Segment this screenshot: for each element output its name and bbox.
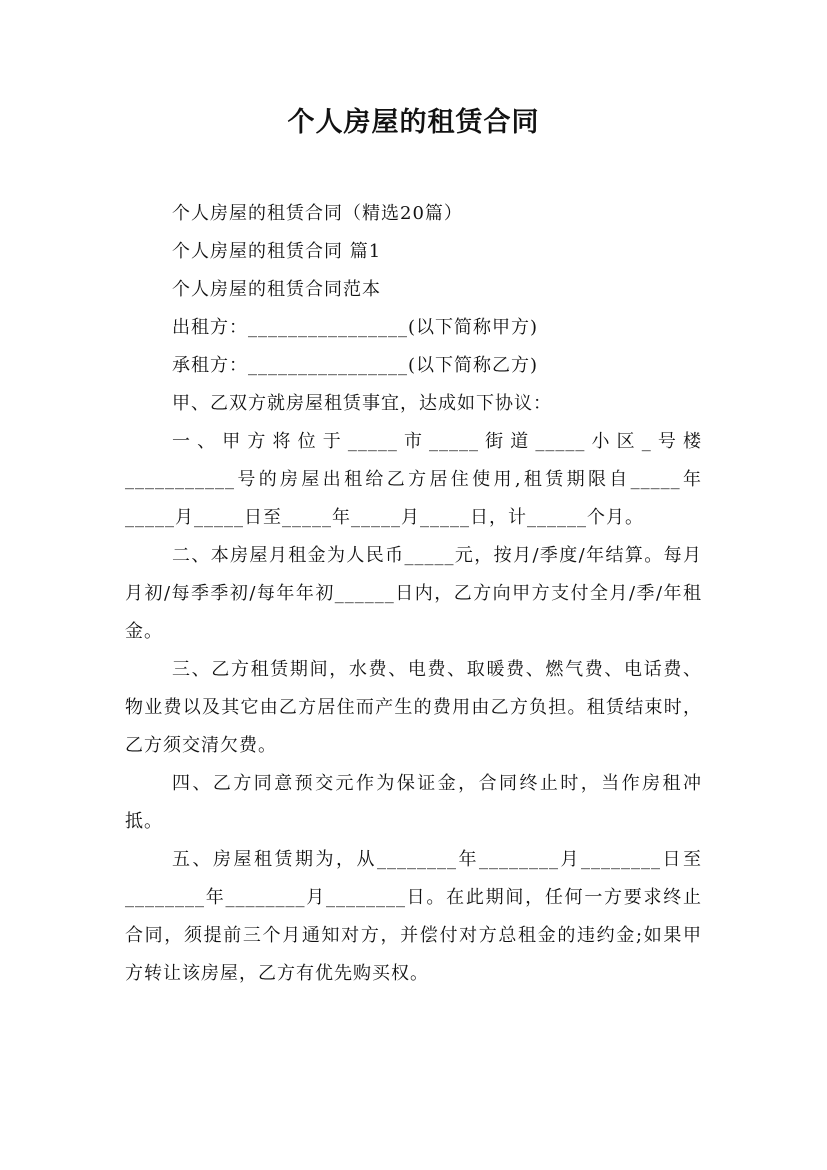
clause-1: 一、甲方将位于_____市_____街道_____小区_号楼___________号的房屋出租给乙方居住使用,租赁期限自_____年_____月_____日至_____年_____月_____日，计______个月。 (125, 431, 702, 528)
intro-line-1: 个人房屋的租赁合同（精选20篇） (172, 203, 463, 224)
clause-5: 五、房屋租赁期为，从________年________月________日至________年________月________日。在此期间，任何一方要求终止合同，须提前三个月通知对方，并偿付对方总租金的违约金;如果甲方转让该房屋，乙方有优先购买权。 (125, 849, 702, 984)
clause-4: 四、乙方同意预交元作为保证金，合同终止时，当作房租冲抵。 (125, 773, 702, 832)
document-title: 个人房屋的租赁合同 (287, 107, 540, 138)
clause-3: 三、乙方租赁期间，水费、电费、取暖费、燃气费、电话费、物业费以及其它由乙方居住而产生的费用由乙方负担。租赁结束时，乙方须交清欠费。 (125, 659, 702, 756)
document-body (125, 195, 702, 993)
intro-line-2: 个人房屋的租赁合同 篇1 (172, 241, 382, 262)
lessor-line: 出租方：________________(以下简称甲方) (172, 317, 539, 338)
clause-2: 二、本房屋月租金为人民币_____元，按月/季度/年结算。每月月初/每季季初/每年年初______日内，乙方向甲方支付全月/季/年租金。 (125, 545, 702, 642)
intro-line-3: 个人房屋的租赁合同范本 (172, 279, 381, 300)
agreement-line: 甲、乙双方就房屋租赁事宜，达成如下协议： (172, 393, 552, 414)
lessee-line: 承租方：________________(以下简称乙方) (172, 355, 539, 376)
